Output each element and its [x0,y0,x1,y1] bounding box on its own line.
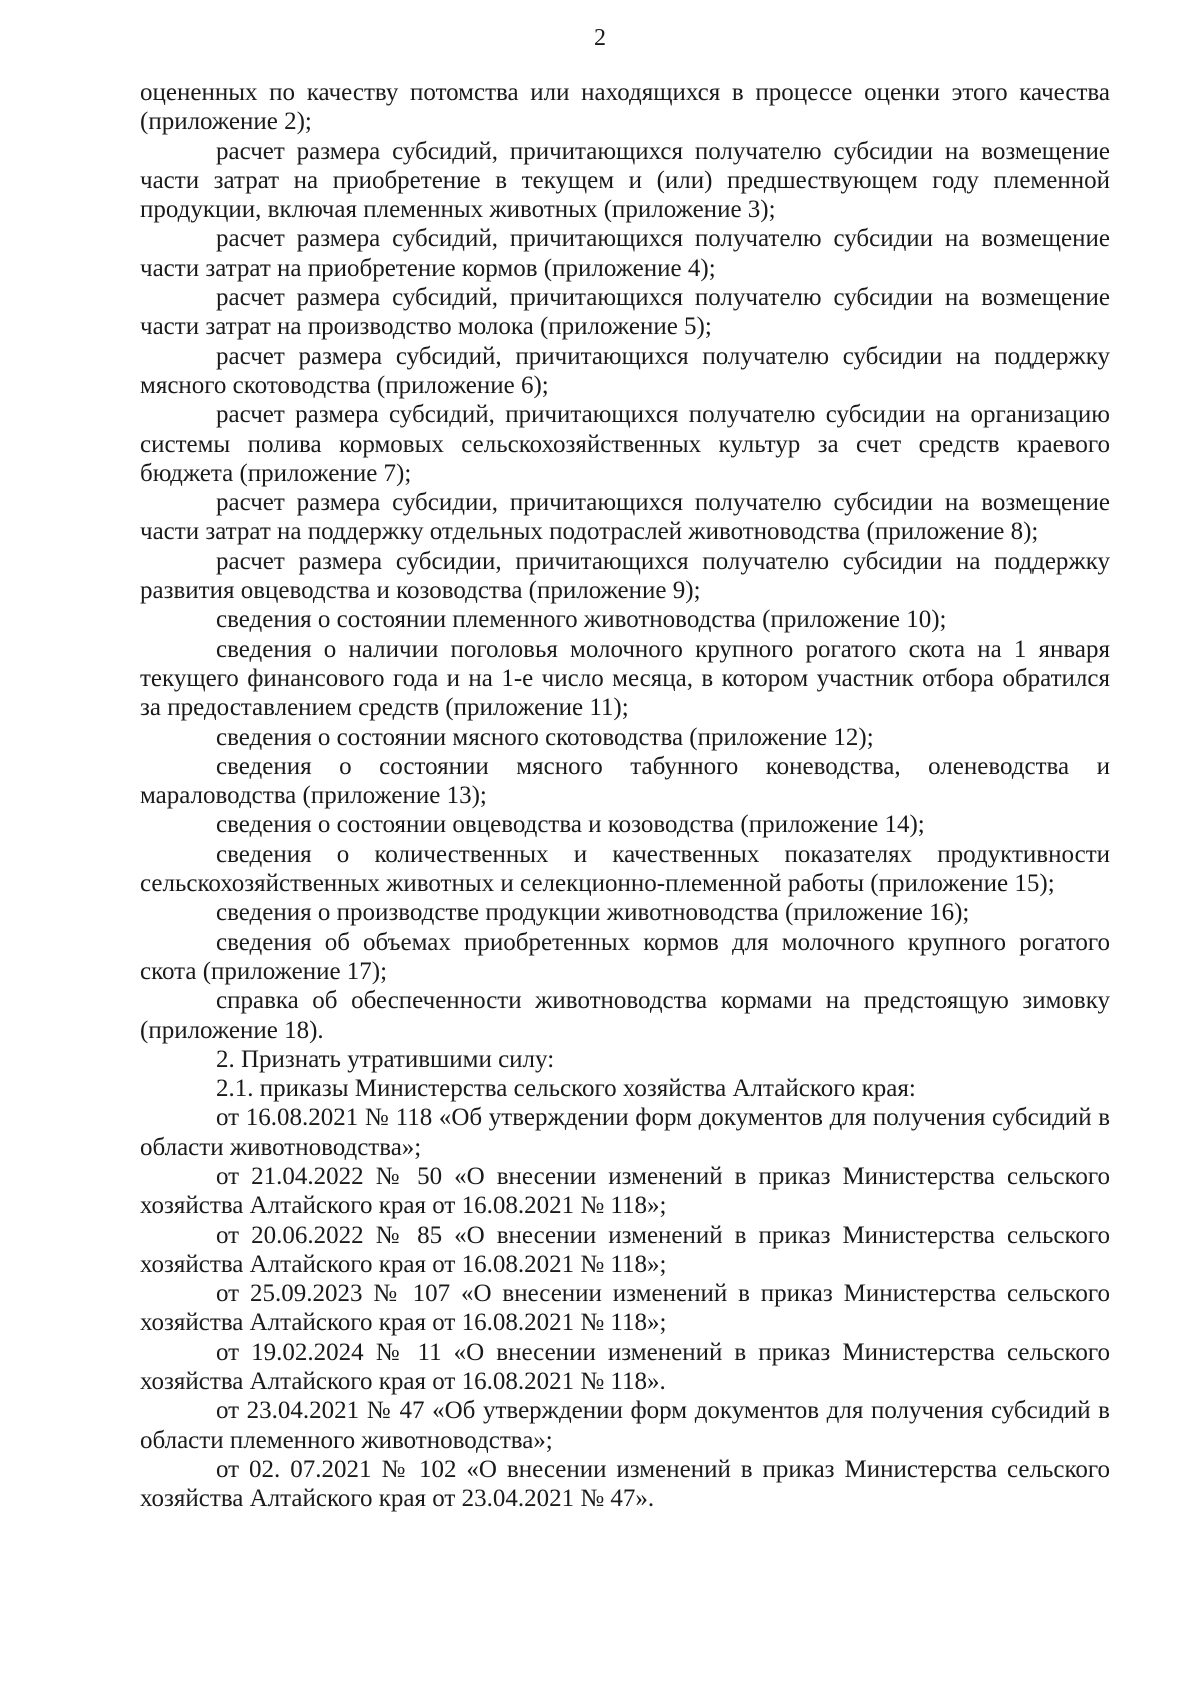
paragraph-section-2: 2. Признать утратившими силу: [216,1045,555,1073]
paragraph-appendix-4: расчет размера субсидий, причитающихся получателю субсидии на возмещение части затрат на приобретение кормов (приложение 4); [140,225,1110,282]
paragraph-section-2-1: 2.1. приказы Министерства сельского хозяйства Алтайского края: [216,1075,916,1103]
paragraph-appendix-7: расчет размера субсидий, причитающихся получателю субсидии на организацию системы полива кормовых сельскохозяйственных культур за счет средств краевого бюджета (приложение 7); [140,401,1110,487]
paragraph-order-85: от 20.06.2022 № 85 «О внесении изменений в приказ Министерства сельского хозяйства Алтайского края от 16.08.2021 № 118»; [140,1221,1110,1278]
paragraph-appendix-17: сведения об объемах приобретенных кормов для молочного крупного рогатого скота (приложение 17); [140,928,1110,985]
paragraph-appendix-14: сведения о состоянии овцеводства и козоводства (приложение 14); [216,811,925,839]
paragraph-appendix-18: справка об обеспеченности животноводства кормами на предстоящую зимовку (приложение 18). [140,987,1110,1044]
paragraph-appendix-12: сведения о состоянии мясного скотоводства (приложение 12); [216,723,874,751]
page-number: 2 [594,25,606,51]
document-body [140,78,1110,1514]
paragraph-appendix-11: сведения о наличии поголовья молочного крупного рогатого скота на 1 января текущего финансового года и на 1-е число месяца, в котором участник отбора обратился за предоставлением средств (приложение 11); [140,635,1110,722]
paragraph-order-118: от 16.08.2021 № 118 «Об утверждении форм документов для получения субсидий в области животноводства»; [140,1104,1110,1161]
paragraph-appendix-9: расчет размера субсидии, причитающихся получателю субсидии на поддержку развития овцеводства и козоводства (приложение 9); [140,547,1110,605]
paragraph-order-47: от 23.04.2021 № 47 «Об утверждении форм документов для получения субсидий в области племенного животноводства»; [140,1397,1110,1454]
paragraph-appendix-5: расчет размера субсидий, причитающихся получателю субсидии на возмещение части затрат на производство молока (приложение 5); [140,284,1110,341]
paragraph-appendix-8: расчет размера субсидии, причитающихся получателю субсидии на возмещение части затрат на поддержку отдельных подотраслей животноводства (приложение 8); [140,489,1110,546]
paragraph-continuation: оцененных по качеству потомства или находящихся в процессе оценки этого качества (приложение 2); [140,79,1110,136]
paragraph-order-102: от 02. 07.2021 № 102 «О внесении изменений в приказ Министерства сельского хозяйства Алтайского края от 23.04.2021 № 47». [140,1455,1110,1513]
paragraph-order-107: от 25.09.2023 № 107 «О внесении изменений в приказ Министерства сельского хозяйства Алтайского края от 16.08.2021 № 118»; [140,1280,1110,1337]
paragraph-order-50: от 21.04.2022 № 50 «О внесении изменений в приказ Министерства сельского хозяйства Алтайского края от 16.08.2021 № 118»; [140,1162,1110,1220]
paragraph-appendix-6: расчет размера субсидий, причитающихся получателю субсидии на поддержку мясного скотоводства (приложение 6); [140,342,1110,399]
paragraph-appendix-15: сведения о количественных и качественных показателях продуктивности сельскохозяйственных животных и селекционно-племенной работы (приложение 15); [140,840,1110,898]
paragraph-appendix-10: сведения о состоянии племенного животноводства (приложение 10); [216,606,947,634]
paragraph-appendix-3: расчет размера субсидий, причитающихся получателю субсидии на возмещение части затрат на приобретение в текущем и (или) предшествующем году племенной продукции, включая племенных животных (приложение 3); [140,137,1110,224]
paragraph-appendix-16: сведения о производстве продукции животноводства (приложение 16); [216,899,970,927]
paragraph-order-11: от 19.02.2024 № 11 «О внесении изменений в приказ Министерства сельского хозяйства Алтайского края от 16.08.2021 № 118». [140,1338,1110,1396]
paragraph-appendix-13: сведения о состоянии мясного табунного коневодства, оленеводства и мараловодства (приложение 13); [140,752,1110,810]
